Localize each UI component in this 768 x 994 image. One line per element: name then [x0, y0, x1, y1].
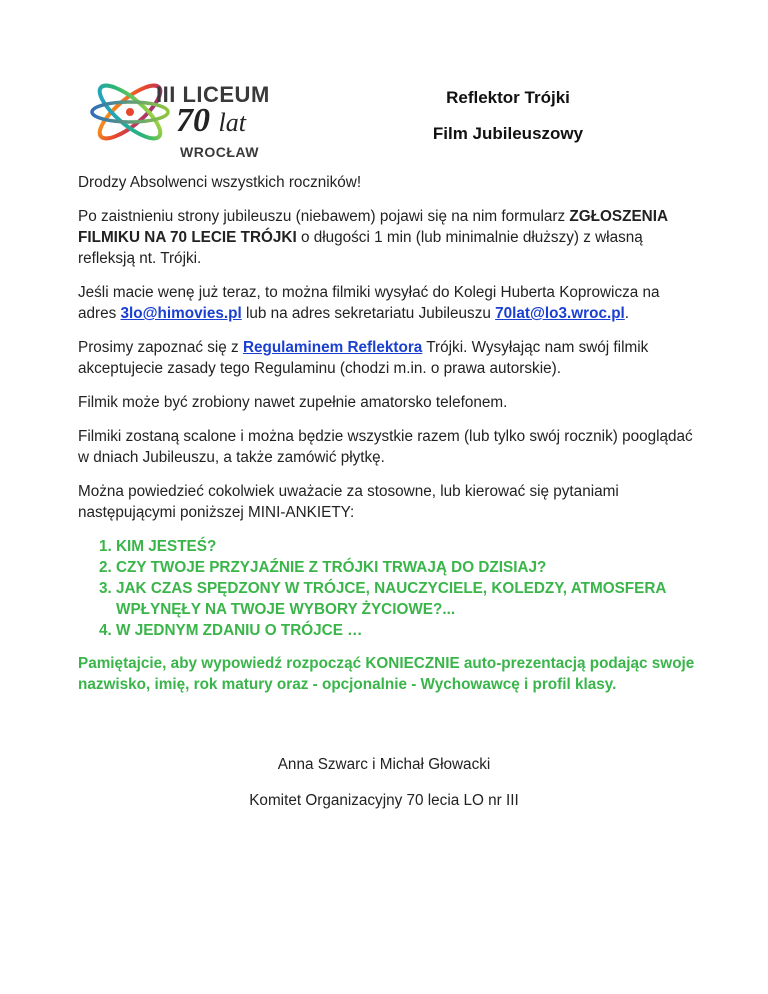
signature-names: Anna Szwarc i Michał Głowacki [277, 756, 491, 773]
survey-questions [78, 536, 698, 641]
p3-text-a: Prosimy zapoznać się z [78, 339, 243, 356]
logo-number: 70 [176, 102, 210, 139]
email-link-secretariat[interactable]: 70lat@lo3.wroc.pl [495, 305, 625, 322]
signature-committee: Komitet Organizacyjny 70 lecia LO nr III [249, 792, 519, 809]
document-body [78, 172, 698, 708]
paragraph-amateur: Filmik może być zrobiony nawet zupełnie amatorsko telefonem. [78, 394, 508, 411]
p1-text-a: Po zaistnieniu strony jubileuszu (niebawem) pojawi się na nim formularz [78, 208, 570, 225]
survey-question: 3. JAK CZAS SPĘDZONY W TRÓJCE, NAUCZYCIELE, KOLEDZY, ATMOSFERA WPŁYNĘŁY NA TWOJE WYBORY ŻYCIOWE?... [116, 578, 698, 620]
p2-text-a: Jeśli macie wenę już teraz, to można filmiki wysyłać do Kolegi Huberta Koprowicza na adres [78, 284, 660, 322]
logo-city: WROCŁAW [180, 144, 259, 160]
p2-text-b: lub na adres sekretariatu Jubileuszu [241, 305, 496, 322]
paragraph-rules [78, 337, 698, 379]
survey-question: 1. KIM JESTEŚ? [116, 536, 698, 557]
p2-text-c: . [624, 305, 630, 322]
school-logo [88, 62, 278, 172]
survey-question: 2. CZY TWOJE PRZYJAŹNIE Z TRÓJKI TRWAJĄ DO DZISIAJ? [116, 557, 698, 578]
rules-link[interactable]: Regulaminem Reflektora [242, 339, 423, 356]
logo-suffix: lat [218, 108, 246, 137]
logo-anniversary [176, 102, 246, 140]
document-title: Reflektor Trójki [446, 88, 570, 107]
logo-line-liceum: III LICEUM [156, 82, 270, 107]
paragraph-email [78, 282, 698, 324]
survey-question: 4. W JEDNYM ZDANIU O TRÓJCE … [116, 620, 698, 641]
greeting: Drodzy Absolwenci wszystkich roczników! [78, 174, 362, 191]
document-subtitle: Film Jubileuszowy [432, 124, 584, 143]
paragraph-merge: Filmiki zostaną scalone i można będzie wszystkie razem (lub tylko swój rocznik) pooglądać w dniach Jubileuszu, a także zamówić płytkę. [78, 428, 693, 466]
paragraph-submission [78, 206, 698, 269]
p1-text-b: o długości 1 min (lub minimalnie dłuższy) z własną refleksją nt. Trójki. [78, 229, 643, 267]
p3-text-b: Trójki. Wysyłając nam swój filmik akceptujecie zasady tego Regulaminu (chodzi m.in. o prawa autorskie). [78, 339, 649, 377]
paragraph-survey-intro: Można powiedzieć cokolwiek uważacie za stosowne, lub kierować się pytaniami następującymi poniższej MINI-ANKIETY: [78, 483, 619, 521]
email-link-himovies[interactable]: 3lo@himovies.pl [120, 305, 242, 322]
reminder-note: Pamiętajcie, aby wypowiedź rozpocząć KONIECZNIE auto-prezentacją podając swoje nazwisko, imię, rok matury oraz - opcjonalnie - Wychowawcę i profil klasy. [78, 655, 695, 693]
p1-bold: ZGŁOSZENIA FILMIKU NA 70 LECIE TRÓJKI [78, 208, 668, 246]
